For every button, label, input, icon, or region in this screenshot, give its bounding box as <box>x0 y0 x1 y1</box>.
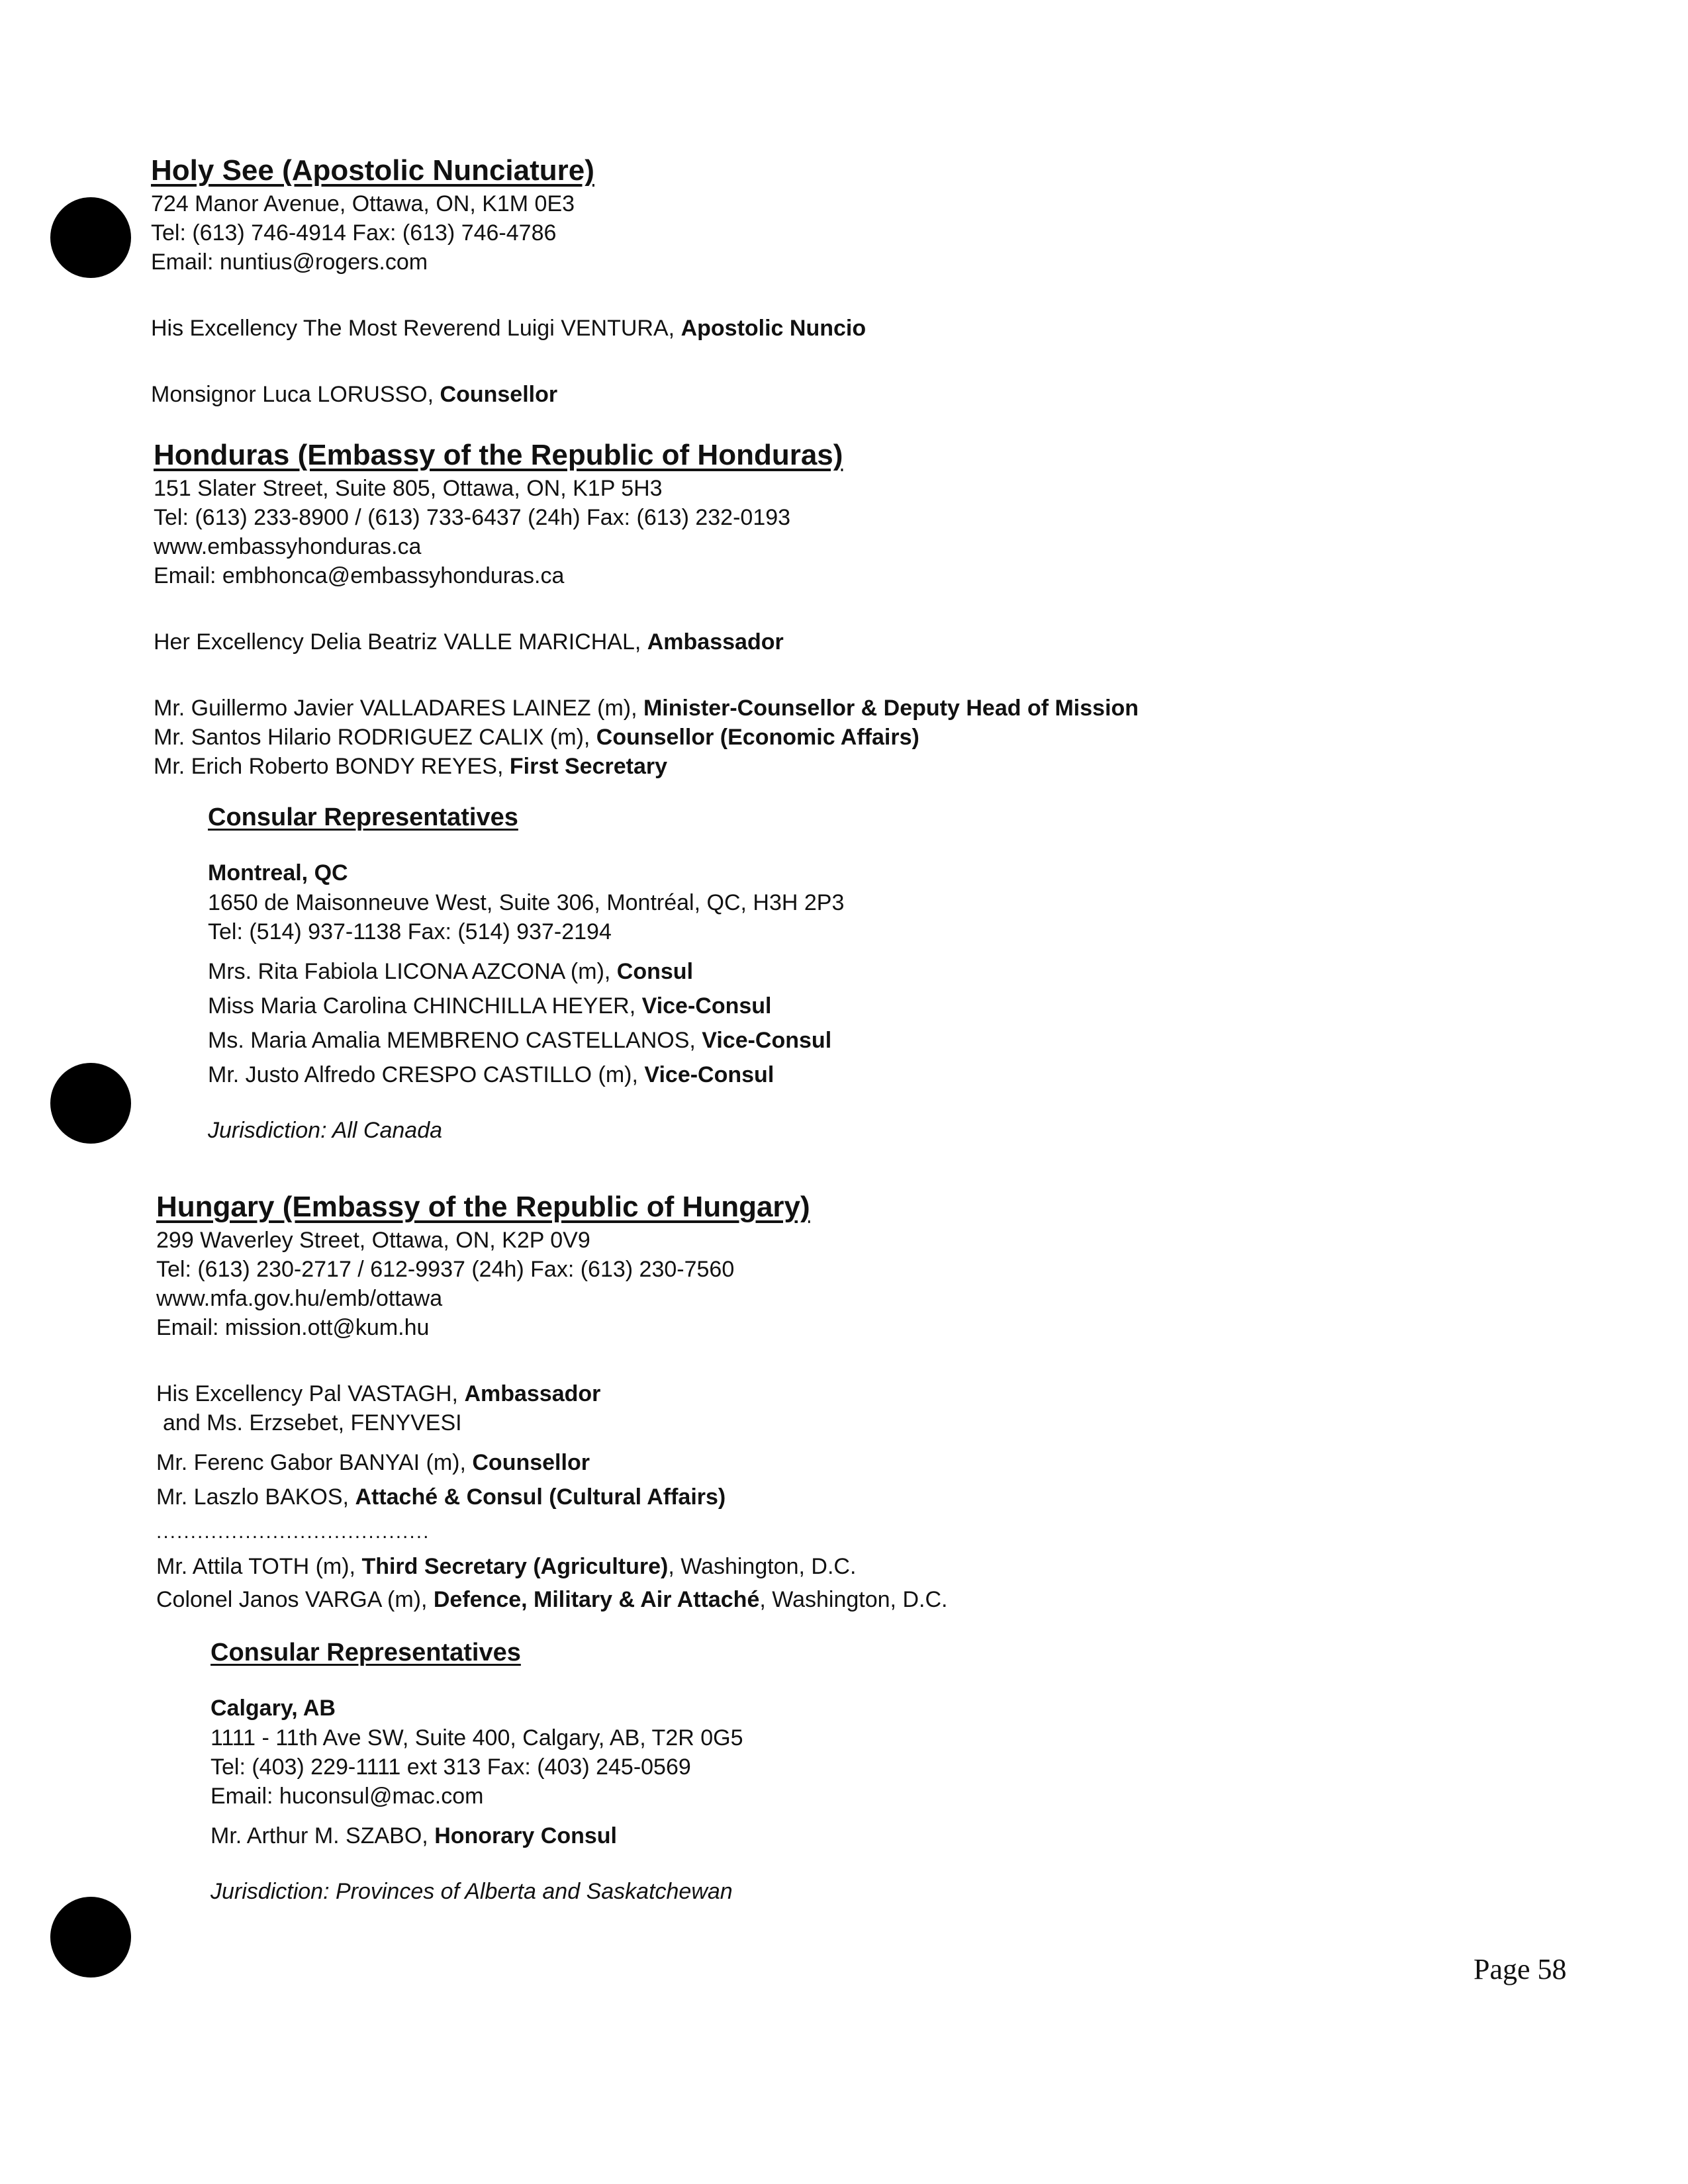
hungary-consular-heading: Consular Representatives <box>211 1639 521 1666</box>
staff-name: Monsignor Luca LORUSSO, <box>151 382 440 407</box>
hungary-address: 299 Waverley Street, Ottawa, ON, K2P 0V9 <box>156 1228 590 1253</box>
consul-row <box>211 1819 947 1853</box>
holy-see-section <box>151 152 866 409</box>
honduras-phone: Tel: (613) 233-8900 / (613) 733-6437 (24h) Fax: (613) 232-0193 <box>154 505 791 530</box>
honduras-staff-row <box>154 752 1139 781</box>
punch-hole-top <box>50 197 131 278</box>
staff-name: Mr. Justo Alfredo CRESPO CASTILLO (m), <box>208 1062 645 1087</box>
holy-see-phone: Tel: (613) 746-4914 Fax: (613) 746-4786 <box>151 220 557 246</box>
honduras-jurisdiction: Jurisdiction: All Canada <box>208 1118 443 1143</box>
holy-see-address: 724 Manor Avenue, Ottawa, ON, K1M 0E3 <box>151 191 575 216</box>
dotted-separator: ........................................ <box>156 1521 430 1543</box>
staff-name: Mr. Laszlo BAKOS, <box>156 1484 355 1510</box>
hungary-phone: Tel: (613) 230-2717 / 612-9937 (24h) Fax: (613) 230-7560 <box>156 1257 735 1282</box>
honduras-staff-row <box>154 694 1139 723</box>
honduras-consular-city: Montreal, QC <box>208 860 348 886</box>
hungary-email: Email: mission.ott@kum.hu <box>156 1315 430 1340</box>
staff-name: Mr. Attila TOTH (m), <box>156 1554 362 1579</box>
staff-name: Mrs. Rita Fabiola LICONA AZCONA (m), <box>208 959 617 984</box>
honduras-email: Email: embhonca@embassyhonduras.ca <box>154 563 565 588</box>
staff-name: Mr. Guillermo Javier VALLADARES LAINEZ (m), <box>154 696 643 721</box>
holy-see-staff-row <box>151 314 866 343</box>
hungary-website: www.mfa.gov.hu/emb/ottawa <box>156 1286 443 1311</box>
honduras-website: www.embassyhonduras.ca <box>154 534 422 559</box>
staff-title: Apostolic Nuncio <box>680 316 867 341</box>
punch-hole-bottom <box>50 1897 131 1978</box>
staff-title: Minister-Counsellor & Deputy Head of Mission <box>643 696 1139 721</box>
staff-title: Counsellor <box>440 382 558 407</box>
hungary-jurisdiction: Jurisdiction: Provinces of Alberta and Saskatchewan <box>211 1879 733 1904</box>
honduras-staff-row <box>154 723 1139 752</box>
holy-see-heading: Holy See (Apostolic Nunciature) <box>151 154 594 187</box>
staff-title: Vice-Consul <box>641 993 772 1019</box>
hungary-spouse: and Ms. Erzsebet, FENYVESI <box>163 1410 462 1435</box>
hungary-section <box>156 1189 947 1906</box>
staff-name: Colonel Janos VARGA (m), <box>156 1587 434 1612</box>
consul-row <box>208 989 1139 1023</box>
hungary-nonresident-row <box>156 1583 947 1616</box>
honduras-section <box>154 437 1139 1145</box>
honduras-consular-heading: Consular Representatives <box>208 803 518 831</box>
staff-name: Mr. Santos Hilario RODRIGUEZ CALIX (m), <box>154 725 596 750</box>
hungary-staff-row <box>156 1445 947 1480</box>
staff-name: Mr. Arthur M. SZABO, <box>211 1823 435 1848</box>
honduras-consular-phone: Tel: (514) 937-1138 Fax: (514) 937-2194 <box>208 919 612 944</box>
honduras-consular-block <box>208 801 1139 1145</box>
consul-row <box>208 1058 1139 1092</box>
hungary-consular-address: 1111 - 11th Ave SW, Suite 400, Calgary, AB, T2R 0G5 <box>211 1725 743 1751</box>
staff-title: Attaché & Consul (Cultural Affairs) <box>355 1484 726 1510</box>
staff-title: Vice-Consul <box>702 1028 832 1053</box>
hungary-consular-city: Calgary, AB <box>211 1696 336 1721</box>
staff-name: Ms. Maria Amalia MEMBRENO CASTELLANOS, <box>208 1028 702 1053</box>
honduras-address: 151 Slater Street, Suite 805, Ottawa, ON, K1P 5H3 <box>154 476 663 501</box>
staff-title: Ambassador <box>464 1381 601 1406</box>
staff-title: Defence, Military & Air Attaché <box>433 1587 760 1612</box>
hungary-consular-email: Email: huconsul@mac.com <box>211 1784 484 1809</box>
staff-title: Ambassador <box>647 629 784 655</box>
staff-name: Miss Maria Carolina CHINCHILLA HEYER, <box>208 993 642 1019</box>
staff-name: Her Excellency Delia Beatriz VALLE MARICHAL, <box>154 629 647 655</box>
hungary-nonresident-row <box>156 1550 947 1583</box>
staff-name: His Excellency The Most Reverend Luigi VENTURA, <box>151 316 681 341</box>
hungary-heading: Hungary (Embassy of the Republic of Hungary) <box>156 1191 810 1223</box>
staff-name: His Excellency Pal VASTAGH, <box>156 1381 465 1406</box>
staff-title: Counsellor (Economic Affairs) <box>596 725 919 750</box>
staff-title: Consul <box>616 959 694 984</box>
holy-see-staff-row <box>151 380 866 409</box>
holy-see-email: Email: nuntius@rogers.com <box>151 250 428 275</box>
staff-title: Vice-Consul <box>644 1062 774 1087</box>
staff-title: First Secretary <box>509 754 668 779</box>
staff-location: , Washington, D.C. <box>759 1587 948 1612</box>
hungary-consular-block <box>211 1636 947 1906</box>
punch-hole-middle <box>50 1063 131 1144</box>
hungary-ambassador <box>156 1379 947 1408</box>
staff-title: Honorary Consul <box>434 1823 617 1848</box>
hungary-consular-phone: Tel: (403) 229-1111 ext 313 Fax: (403) 245-0569 <box>211 1754 691 1780</box>
honduras-heading: Honduras (Embassy of the Republic of Honduras) <box>154 439 843 471</box>
staff-title: Third Secretary (Agriculture) <box>361 1554 669 1579</box>
consul-row <box>208 1023 1139 1058</box>
consul-row <box>208 954 1139 989</box>
staff-name: Mr. Ferenc Gabor BANYAI (m), <box>156 1450 473 1475</box>
page-number: Page 58 <box>1474 1953 1567 1985</box>
honduras-ambassador <box>154 627 1139 657</box>
staff-title: Counsellor <box>472 1450 590 1475</box>
honduras-consular-address: 1650 de Maisonneuve West, Suite 306, Montréal, QC, H3H 2P3 <box>208 890 845 915</box>
staff-name: Mr. Erich Roberto BONDY REYES, <box>154 754 510 779</box>
hungary-staff-row <box>156 1480 947 1514</box>
staff-location: , Washington, D.C. <box>668 1554 857 1579</box>
